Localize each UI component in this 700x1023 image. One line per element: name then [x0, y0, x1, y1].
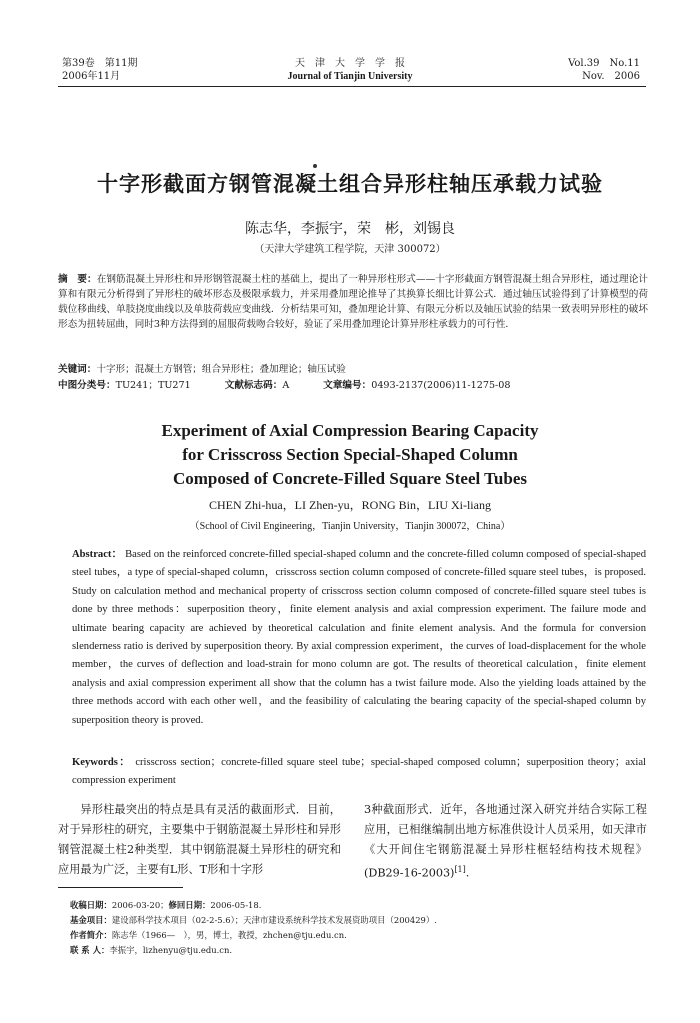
header-rule	[58, 86, 646, 87]
footnote-rule	[58, 887, 183, 888]
keywords-en-label: Keywords：	[72, 757, 132, 768]
contact-text: 李振宇，lizhenyu@tju.edu.cn.	[109, 945, 232, 955]
abstract-en-label: Abstract：	[72, 549, 123, 560]
keywords-cn	[58, 362, 648, 377]
abstract-cn	[58, 272, 648, 332]
header-volume-en: Vol.39 No.11	[568, 58, 640, 69]
paper-title-en	[0, 419, 700, 491]
abstract-en-text: Based on the reinforced concrete-filled special-shaped column and the concrete-filled column composed of special-shaped steel tubes，a type of special-shaped column，crisscross section column composed of concrete-filled square steel tubes，is proposed. Study on calculation method and mechanical property of crisscross section column composed of concrete-filled square steel tubes is done by three methods：superposition theory，finite element analysis and axial compression experiment. The failure mode and ultimate bearing capacity are achieved by theoretical calculation and finite element analysis. And the formula for conversion slenderness ratio is derived by superposition theory. By axial compression experiment，the curves of load-displacement for the whole member，the curves of deflection and load-strain for mono column are got. The results of theoretical calculation，finite element analysis and axial compression experiment all show that the column has a twist failure mode. Also the yielding loads attained by the three methods accord with each other well，and the feasibility of calculating the bearing capacity of the special-shaped column by superposition theory is proved.	[72, 549, 647, 726]
affiliation-cn: （天津大学建筑工程学院，天津 300072）	[254, 244, 446, 255]
author-bio-text: 陈志华（1966— ），男，博士，教授，zhchen@tju.edu.cn.	[111, 930, 347, 940]
title-en-line: Experiment of Axial Compression Bearing Capacity	[161, 421, 539, 440]
title-en-line: Composed of Concrete-Filled Square Steel Tubes	[172, 469, 528, 488]
header-date-en: Nov. 2006	[582, 71, 640, 82]
keywords-cn-text: 十字形；混凝土方钢管；组合异形柱；叠加理论；轴压试验	[96, 364, 346, 375]
contact-label: 联 系 人：	[70, 945, 110, 955]
authors-en: CHEN Zhi-hua，LI Zhen-yu，RONG Bin，LIU Xi-liang	[209, 498, 491, 512]
footnote-contact	[70, 943, 650, 958]
revised-date: 2006-05-18.	[210, 900, 262, 910]
journal-name-en: Journal of Tianjin University	[287, 71, 413, 82]
title-en-line: for Crisscross Section Special-Shaped Column	[182, 445, 518, 464]
header-volume: 第39卷 第11期	[62, 58, 138, 69]
received-label: 收稿日期：	[70, 900, 112, 910]
body-column-right	[364, 800, 647, 884]
header-date-cn: 2006年11月	[62, 71, 121, 82]
paper-title-cn: 十字形截面方钢管混凝土组合异形柱轴压承载力试验	[97, 172, 603, 196]
revised-label: 修回日期：	[168, 900, 211, 910]
received-date: 2006-03-20；	[111, 900, 169, 910]
authors-cn: 陈志华，李振宇，荣 彬，刘锡良	[245, 221, 455, 237]
body-right-text: 3种截面形式．近年，各地通过深入研究并结合实际工程应用，已相继编制出地方标准供设计人员采用，如天津市《大开间住宅钢筋混凝土异形柱框轻结构技术规程》(DB29-16-2003)	[364, 803, 647, 880]
abstract-cn-label: 摘 要：	[58, 274, 97, 285]
footnote-funding	[70, 913, 650, 928]
footnotes	[70, 898, 650, 958]
doc-code-value: A	[282, 380, 290, 391]
body-right-end: .	[465, 866, 470, 880]
citation-ref: [1]	[454, 865, 466, 874]
abstract-cn-text: 在钢筋混凝土异形柱和异形钢管混凝土柱的基础上，提出了一种异形柱形式——十字形截面方钢管混凝土组合异形柱，通过理论计算和有限元分析得到了异形柱的破坏形态及极限承载力，并采用叠加理论推导了其换算长细比计算公式．通过轴压试验得到了计算模型的荷载位移曲线、单肢挠度曲线以及单肢荷载应变曲线．分析结果可知，叠加理论计算、有限元分析以及轴压试验的结果一致表明异形柱的破坏形态为扭转屈曲，同时3种方法得到的屈服荷载吻合较好，验证了采用叠加理论计算异形柱承载力的可行性．	[58, 274, 649, 330]
abstract-en	[72, 546, 646, 730]
funding-label: 基金项目：	[70, 915, 112, 925]
keywords-en	[72, 754, 646, 791]
funding-text: 建设部科学技术项目（02-2-5.6）；天津市建设系统科学技术发展资助项目（200429）.	[111, 915, 437, 925]
article-no-value: 0493-2137(2006)11-1275-08	[371, 380, 511, 391]
footnote-received	[70, 898, 650, 913]
affiliation-en: （School of Civil Engineering，Tianjin University，Tianjin 300072，China）	[189, 521, 511, 532]
footnote-author-bio	[70, 928, 650, 943]
keywords-cn-label: 关键词：	[58, 364, 97, 375]
body-column-left: 异形柱最突出的特点是具有灵活的截面形式．目前，对于异形柱的研究，主要集中于钢筋混凝土异形柱和异形钢管混凝土柱2种类型．其中钢筋混凝土异形柱的研究和应用最为广泛，主要有L形、T形和十字形	[58, 803, 341, 876]
classification-line	[58, 378, 648, 393]
article-no-label: 文章编号：	[323, 380, 372, 391]
clc-value: TU241；TU271	[115, 380, 191, 391]
author-bio-label: 作者简介：	[70, 930, 112, 940]
journal-name-cn: 天 津 大 学 学 报	[295, 58, 405, 69]
doc-code-label: 文献标志码：	[224, 380, 283, 391]
header-vol-en	[568, 57, 640, 83]
keywords-en-text: crisscross section；concrete-filled square steel tube；special-shaped composed column；superposition theory；axial compression experiment	[72, 757, 646, 787]
clc-label: 中图分类号：	[58, 380, 116, 391]
